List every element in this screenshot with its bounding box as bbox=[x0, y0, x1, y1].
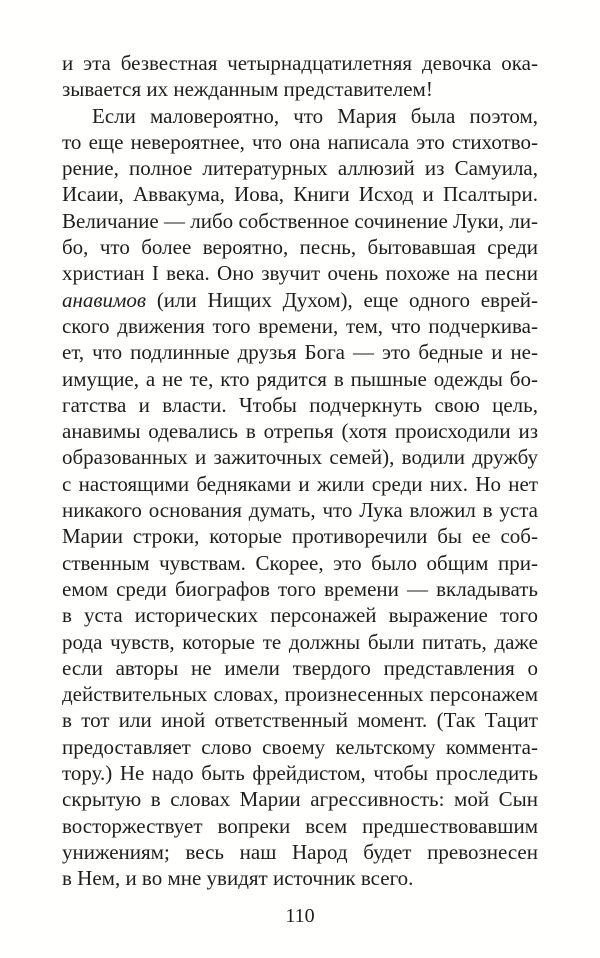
text-line bbox=[62, 129, 538, 155]
text-line bbox=[62, 629, 538, 655]
text-line bbox=[62, 366, 538, 392]
text-segment: с настоящими бедняками и жили среди них. Но нет bbox=[62, 471, 538, 496]
text-line bbox=[62, 681, 538, 707]
text-line bbox=[62, 287, 538, 313]
text-segment: унижениям; весь наш Народ будет превознесен bbox=[62, 839, 538, 864]
text-line bbox=[62, 813, 538, 839]
text-segment: рода чувств, которые те должны были питать, даже bbox=[62, 629, 538, 654]
text-line bbox=[62, 208, 538, 234]
text-segment: в уста исторических персонажей выражение того bbox=[62, 603, 538, 628]
text-segment: тору.) Не надо быть фрейдистом, чтобы проследить bbox=[62, 761, 538, 786]
text-segment: анавимы одевались в отрепья (хотя происходили из bbox=[62, 419, 538, 444]
text-segment: зывается их нежданным представителем! bbox=[62, 77, 433, 102]
text-line bbox=[62, 339, 538, 365]
text-segment: скрытую в словах Марии агрессивность: мой Сын bbox=[62, 787, 538, 812]
text-line bbox=[62, 865, 538, 891]
text-line bbox=[62, 234, 538, 260]
text-line bbox=[62, 523, 538, 549]
text-segment: предоставляет слово своему кельтскому коммента- bbox=[62, 734, 538, 759]
text-line bbox=[62, 550, 538, 576]
text-line bbox=[62, 786, 538, 812]
text-segment: Марии строки, которые противоречили бы ее соб- bbox=[62, 524, 538, 549]
text-segment: образованных и зажиточных семей), водили дружбу bbox=[62, 445, 538, 470]
text-line bbox=[62, 392, 538, 418]
text-segment: гатства и власти. Чтобы подчеркнуть свою цель, bbox=[62, 392, 538, 417]
text-segment: христиан I века. Оно звучит очень похоже на песни bbox=[62, 261, 538, 286]
text-line bbox=[62, 76, 538, 102]
text-line bbox=[62, 839, 538, 865]
text-line bbox=[62, 471, 538, 497]
text-segment: емом среди биографов того времени — вкладывать bbox=[62, 576, 538, 601]
text-line bbox=[62, 707, 538, 733]
text-segment: рение, полное литературных аллюзий из Самуила, bbox=[62, 156, 538, 181]
text-segment: имущие, а не те, кто рядится в пышные одежды бо- bbox=[62, 366, 538, 391]
text-segment: никакого основания думать, что Лука вложил в уста bbox=[62, 498, 538, 523]
page-text-block bbox=[62, 50, 538, 892]
text-line bbox=[62, 576, 538, 602]
italic-term: анавимов bbox=[62, 287, 147, 312]
text-segment: если авторы не имели твердого представления о bbox=[62, 655, 538, 680]
text-segment: Если маловероятно, что Мария была поэтом, bbox=[92, 103, 538, 128]
text-line bbox=[62, 155, 538, 181]
text-line bbox=[62, 418, 538, 444]
text-line bbox=[62, 734, 538, 760]
text-segment: действительных словах, произнесенных персонажем bbox=[62, 682, 538, 707]
text-segment: восторжествует вопреки всем предшествовавшим bbox=[62, 813, 538, 838]
page-number: 110 bbox=[285, 905, 315, 927]
text-segment: (или Нищих Духом), еще одного еврей- bbox=[146, 287, 538, 312]
text-line bbox=[62, 181, 538, 207]
text-segment: и эта безвестная четырнадцатилетняя девочка ока- bbox=[62, 51, 538, 75]
text-segment: то еще невероятнее, что она написала это стихотво- bbox=[62, 129, 538, 154]
text-line bbox=[62, 655, 538, 681]
text-line bbox=[62, 50, 538, 76]
text-segment: ет, что подлинные друзья Бога — это бедные и не- bbox=[62, 340, 538, 365]
text-line bbox=[62, 260, 538, 286]
text-line bbox=[62, 444, 538, 470]
text-segment: Исаии, Аввакума, Иова, Книги Исход и Псалтыри. bbox=[62, 182, 538, 207]
text-segment: в Нем, и во мне увидят источник всего. bbox=[62, 866, 414, 891]
text-line bbox=[62, 602, 538, 628]
text-segment: в тот или иной ответственный момент. (Так Тацит bbox=[62, 708, 538, 733]
text-segment: Величание — либо собственное сочинение Луки, ли- bbox=[62, 208, 538, 233]
text-segment: ского движения того времени, тем, что подчеркива- bbox=[62, 313, 538, 338]
text-segment: бо, что более вероятно, песнь, бытовавшая среди bbox=[62, 235, 538, 260]
text-segment: ственным чувствам. Скорее, это было общим при- bbox=[62, 550, 538, 575]
text-line bbox=[62, 313, 538, 339]
text-line bbox=[62, 103, 538, 129]
text-line bbox=[62, 497, 538, 523]
text-line bbox=[62, 760, 538, 786]
